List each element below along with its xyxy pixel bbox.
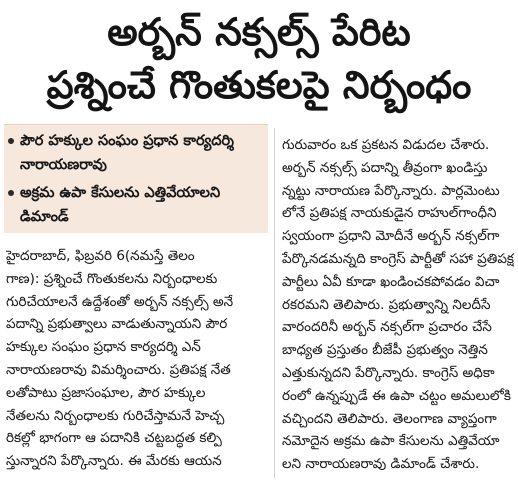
highlight-item — [12, 129, 264, 177]
headline-line-1: అర్బన్ నక్సల్స్ పేరిట — [107, 10, 411, 54]
body-column-right — [282, 134, 514, 476]
body-line: అర్బన్ నక్సల్స్ పదాన్ని తీవ్రంగా ఖండిస్తు — [282, 159, 488, 176]
highlight-text: పౌర హక్కుల సంఘం ప్రధాన కార్యదర్శి నారాయణరావు — [20, 133, 234, 173]
body-line: బాధ్యత ప్రస్తుతం బీజేపీ ప్రభుత్వం నెత్తిన — [282, 342, 488, 359]
body-line: రికల్లో భాగంగా ఆ పదానికి చట్టబద్ధత కల్పి — [6, 430, 222, 447]
body-line: లతోపాటు ప్రజాసంఘాల, పౌర హక్కుల — [6, 384, 206, 401]
body-line: గురువారం ఒక ప్రకటన విడుదల చేశారు. — [282, 137, 490, 153]
body-line: స్తున్నారని పేర్కొన్నారు. ఈ మేరకు ఆయన — [6, 453, 222, 470]
body-line: ఎత్తుకున్నదని పేర్కొన్నారు. కాంగ్రెస్ అధికా — [282, 364, 495, 381]
highlights-box — [4, 124, 268, 233]
body-line: హక్కుల సంఘం ప్రధాన కార్యదర్శి ఎన్ — [6, 339, 201, 356]
bullet-icon — [8, 190, 14, 196]
body-line: నారాయణరావు విమర్శించారు. ప్రతిపక్ష నేత — [6, 361, 231, 378]
headline-line-2: ప్రశ్నించే గొంతుకలపై నిర్బంధం — [46, 63, 472, 107]
body-column-left — [6, 245, 268, 473]
body-line: స్వయంగా ప్రధాని మోదీనే అర్బన్ నక్సల్‌గా — [282, 228, 500, 245]
body-line: పేర్కొనడమన్నది కాంగ్రెస్ పార్టీతో సహా ప్రతిపక్ష — [282, 250, 514, 267]
body-line: పదాన్ని ప్రభుత్వాలు వాడుతున్నాయని పౌర — [6, 316, 228, 333]
body-line: లోనే ప్రతిపక్ష నాయకుడైన రాహుల్‌గాంధీని — [282, 205, 497, 222]
body-line: వారందరినీ అర్బన్ నక్సల్‌గా ప్రచారం చేసే — [282, 319, 492, 336]
body-line: రకరమని తెలిపారు. ప్రభుత్వాన్ని నిలదీసే — [282, 296, 491, 313]
column-divider — [274, 128, 275, 478]
body-line: న్నట్టు నారాయణ పేర్కొన్నారు. పార్లమెంటు — [282, 182, 500, 199]
body-line: పార్టీలు ఏవీ కూడా ఖండించకపోవడం విచా — [282, 273, 500, 290]
body-line: గురిచేయాలనే ఉద్దేశంతో అర్బన్ నక్సల్స్ అనే — [6, 293, 234, 310]
highlight-item — [12, 181, 264, 229]
body-line: నమోదైన అక్రమ ఉపా కేసులను ఎత్తివేయా — [282, 433, 500, 450]
body-line: గాణ): ప్రశ్నించే గొంతుకలను నిర్బంధాలకు — [6, 270, 218, 287]
highlight-text: అక్రమ ఉపా కేసులను ఎత్తివేయాలని డిమాండ్ — [20, 185, 221, 225]
body-line: రంలో ఉన్నప్పుడే ఈ ఉపా చట్టం అమలులోకి — [282, 387, 511, 404]
body-line: హైదరాబాద్, ఫిబ్రవరి 6(నమస్తే తెలం — [6, 248, 195, 264]
body-line: నేతలను నిర్బంధాలకు గురిచేస్తామనే హెచ్చ — [6, 407, 225, 424]
bullet-icon — [8, 138, 14, 144]
body-line: లని నారాయణరావు డిమాండ్ చేశారు. — [282, 456, 480, 473]
body-line: వచ్చిందని తెలిపారు. తెలంగాణ వ్యాప్తంగా — [282, 410, 497, 427]
